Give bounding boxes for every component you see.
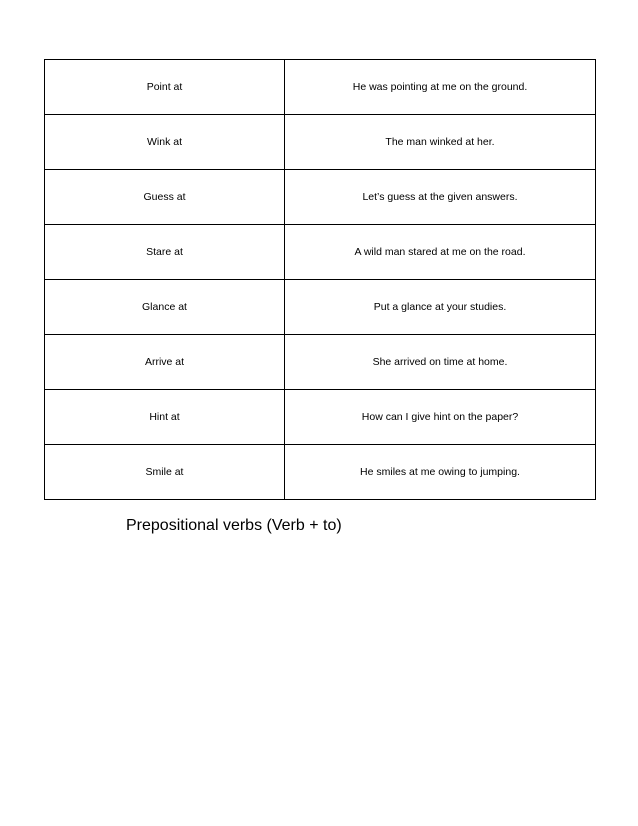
table-row: [45, 280, 596, 335]
table-row: [45, 115, 596, 170]
table-row: [45, 445, 596, 500]
example-cell: He smiles at me owing to jumping.: [285, 445, 596, 500]
table-row: [45, 170, 596, 225]
verb-example-table: [44, 59, 596, 500]
verb-cell: Hint at: [45, 390, 285, 445]
verb-cell: Stare at: [45, 225, 285, 280]
example-cell: Put a glance at your studies.: [285, 280, 596, 335]
table-row: [45, 390, 596, 445]
verb-cell: Glance at: [45, 280, 285, 335]
verb-cell: Point at: [45, 60, 285, 115]
example-cell: How can I give hint on the paper?: [285, 390, 596, 445]
example-cell: He was pointing at me on the ground.: [285, 60, 596, 115]
table-row: [45, 335, 596, 390]
verb-cell: Smile at: [45, 445, 285, 500]
table-row: [45, 60, 596, 115]
example-cell: She arrived on time at home.: [285, 335, 596, 390]
verb-cell: Arrive at: [45, 335, 285, 390]
verb-cell: Wink at: [45, 115, 285, 170]
example-cell: A wild man stared at me on the road.: [285, 225, 596, 280]
section-heading: Prepositional verbs (Verb + to): [126, 517, 342, 534]
verb-cell: Guess at: [45, 170, 285, 225]
example-cell: The man winked at her.: [285, 115, 596, 170]
example-cell: Let’s guess at the given answers.: [285, 170, 596, 225]
table-row: [45, 225, 596, 280]
